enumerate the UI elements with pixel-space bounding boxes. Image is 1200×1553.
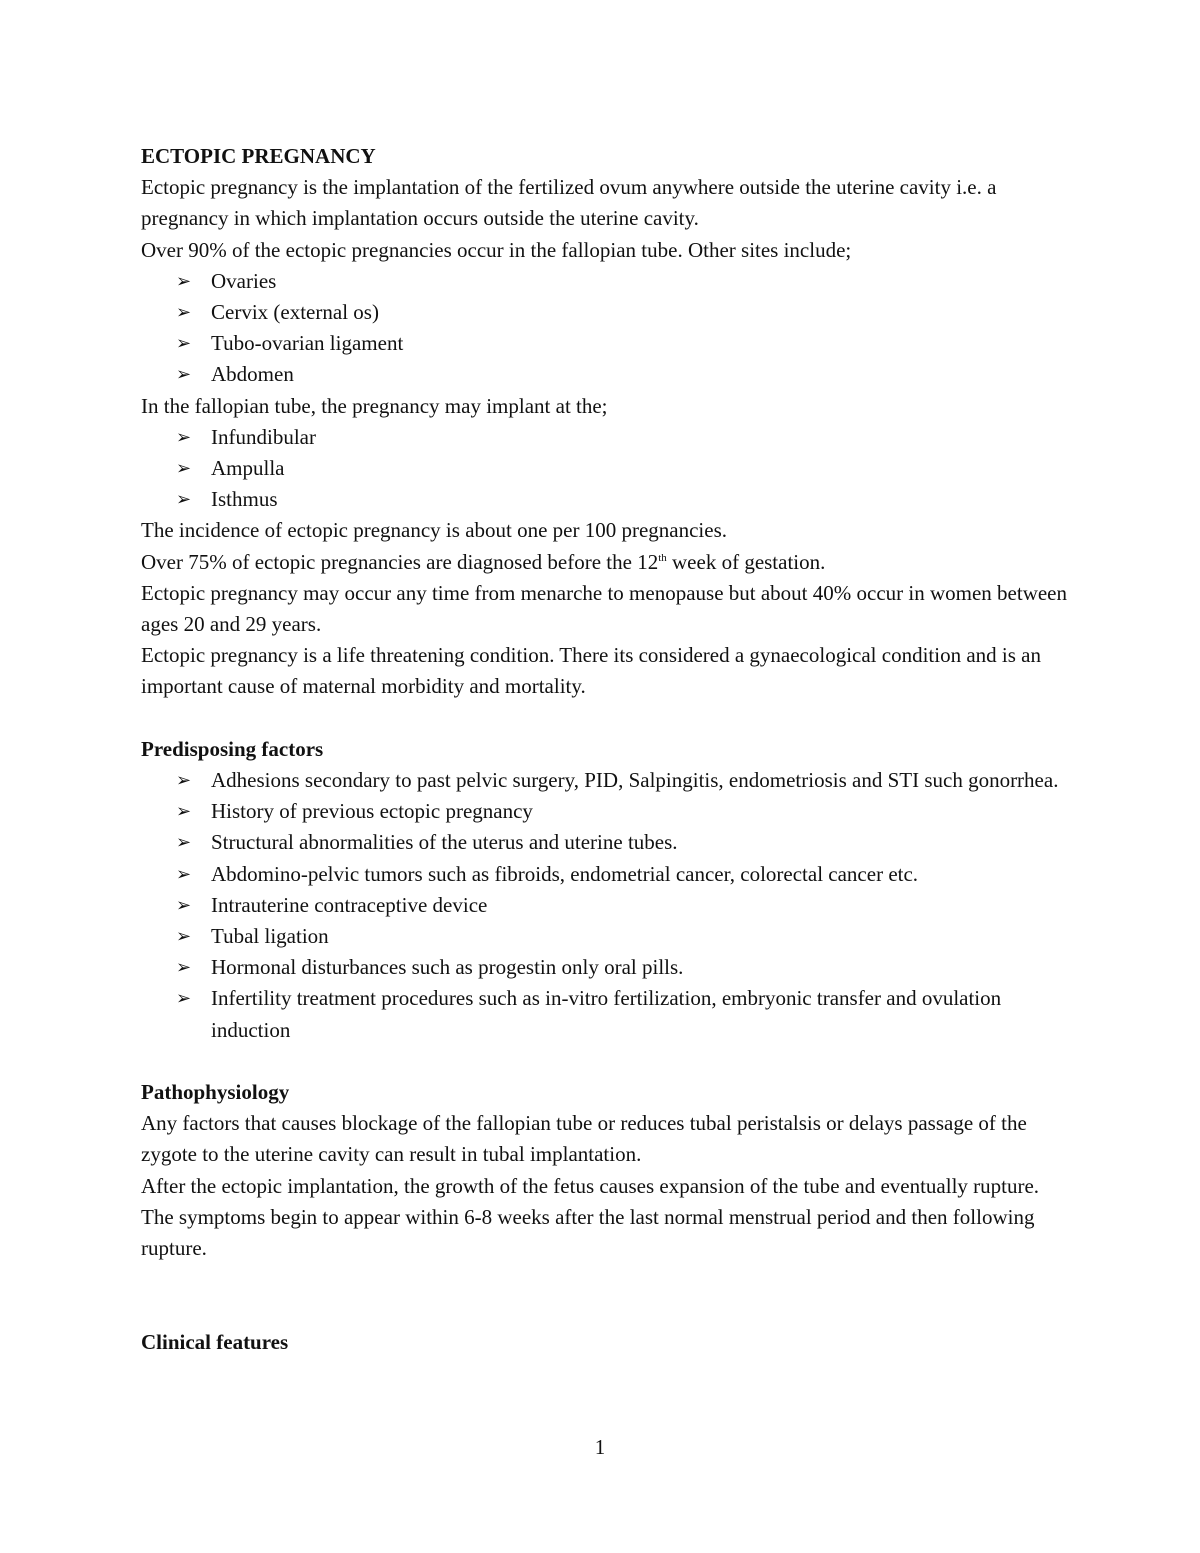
age-paragraph: Ectopic pregnancy may occur any time from menarche to menopause but about 40% occur in women between ages 20 and 29 years. [141, 580, 1067, 637]
list-item: ➢ Tubo-ovarian ligament [141, 328, 1071, 359]
list-item: ➢ Cervix (external os) [141, 297, 1071, 328]
clinical-features-heading: Clinical features [141, 1329, 289, 1354]
arrow-bullet-icon: ➢ [176, 364, 192, 386]
list-item: ➢ Abdomen [141, 359, 1071, 390]
pathophysiology-paragraph-2: After the ectopic implantation, the growth of the fetus causes expansion of the tube and eventually rupture. [141, 1173, 1040, 1198]
predisposing-factors-list [141, 765, 1071, 1046]
spacer [141, 1046, 1071, 1077]
list-item: ➢ Abdomino-pelvic tumors such as fibroids, endometrial cancer, colorectal cancer etc. [141, 859, 1071, 890]
list-item: ➢ Infundibular [141, 422, 1071, 453]
definition-paragraph: Ectopic pregnancy is the implantation of the fertilized ovum anywhere outside the uterine cavity i.e. a pregnancy in which implantation occurs outside the uterine cavity. [141, 175, 997, 231]
document-title: ECTOPIC PREGNANCY [141, 144, 376, 168]
arrow-bullet-icon: ➢ [176, 957, 192, 979]
list-item: ➢ Ampulla [141, 453, 1071, 484]
arrow-bullet-icon: ➢ [176, 832, 192, 854]
diagnosis-paragraph: Over 75% of ectopic pregnancies are diagnosed before the 12th week of gestation. [141, 549, 826, 574]
tube-lead-paragraph: In the fallopian tube, the pregnancy may implant at the; [141, 393, 608, 418]
arrow-bullet-icon: ➢ [176, 894, 192, 916]
tube-sites-list [141, 422, 1071, 516]
sites-lead-paragraph: Over 90% of the ectopic pregnancies occur in the fallopian tube. Other sites include; [141, 237, 852, 262]
pathophysiology-heading: Pathophysiology [141, 1080, 290, 1105]
incidence-paragraph: The incidence of ectopic pregnancy is about one per 100 pregnancies. [141, 518, 728, 543]
life-threatening-paragraph: Ectopic pregnancy is a life threatening condition. There its considered a gynaecological condition and is an important cause of maternal morbidity and mortality. [141, 643, 1041, 699]
list-item: ➢ Infertility treatment procedures such as in-vitro fertilization, embryonic transfer and ovulation induction [141, 983, 1071, 1045]
arrow-bullet-icon: ➢ [176, 489, 192, 511]
arrow-bullet-icon: ➢ [176, 270, 192, 292]
pathophysiology-paragraph-3: The symptoms begin to appear within 6-8 weeks after the last normal menstrual period and then following rupture. [141, 1204, 1035, 1261]
arrow-bullet-icon: ➢ [176, 770, 192, 792]
list-item: ➢ Adhesions secondary to past pelvic surgery, PID, Salpingitis, endometriosis and STI such gonorrhea. [141, 765, 1071, 796]
spacer [141, 703, 1071, 734]
list-item: ➢ Hormonal disturbances such as progestin only oral pills. [141, 952, 1071, 983]
arrow-bullet-icon: ➢ [176, 988, 192, 1010]
list-item: ➢ Tubal ligation [141, 921, 1071, 952]
other-sites-list [141, 266, 1071, 391]
list-item: ➢ Ovaries [141, 266, 1071, 297]
list-item: ➢ History of previous ectopic pregnancy [141, 796, 1071, 827]
page-number: 1 [594, 1435, 606, 1459]
predisposing-heading: Predisposing factors [141, 736, 324, 761]
arrow-bullet-icon: ➢ [176, 801, 192, 823]
document-body [141, 141, 1071, 1358]
arrow-bullet-icon: ➢ [176, 458, 192, 480]
arrow-bullet-icon: ➢ [176, 863, 192, 885]
list-item: ➢ Structural abnormalities of the uterus and uterine tubes. [141, 827, 1071, 858]
arrow-bullet-icon: ➢ [176, 333, 192, 355]
arrow-bullet-icon: ➢ [176, 302, 192, 324]
list-item: ➢ Isthmus [141, 484, 1071, 515]
arrow-bullet-icon: ➢ [176, 926, 192, 948]
list-item: ➢ Intrauterine contraceptive device [141, 890, 1071, 921]
arrow-bullet-icon: ➢ [176, 426, 192, 448]
pathophysiology-paragraph-1: Any factors that causes blockage of the fallopian tube or reduces tubal peristalsis or delays passage of the zygote to the uterine cavity can result in tubal implantation. [141, 1111, 1027, 1167]
spacer [141, 1264, 1071, 1326]
